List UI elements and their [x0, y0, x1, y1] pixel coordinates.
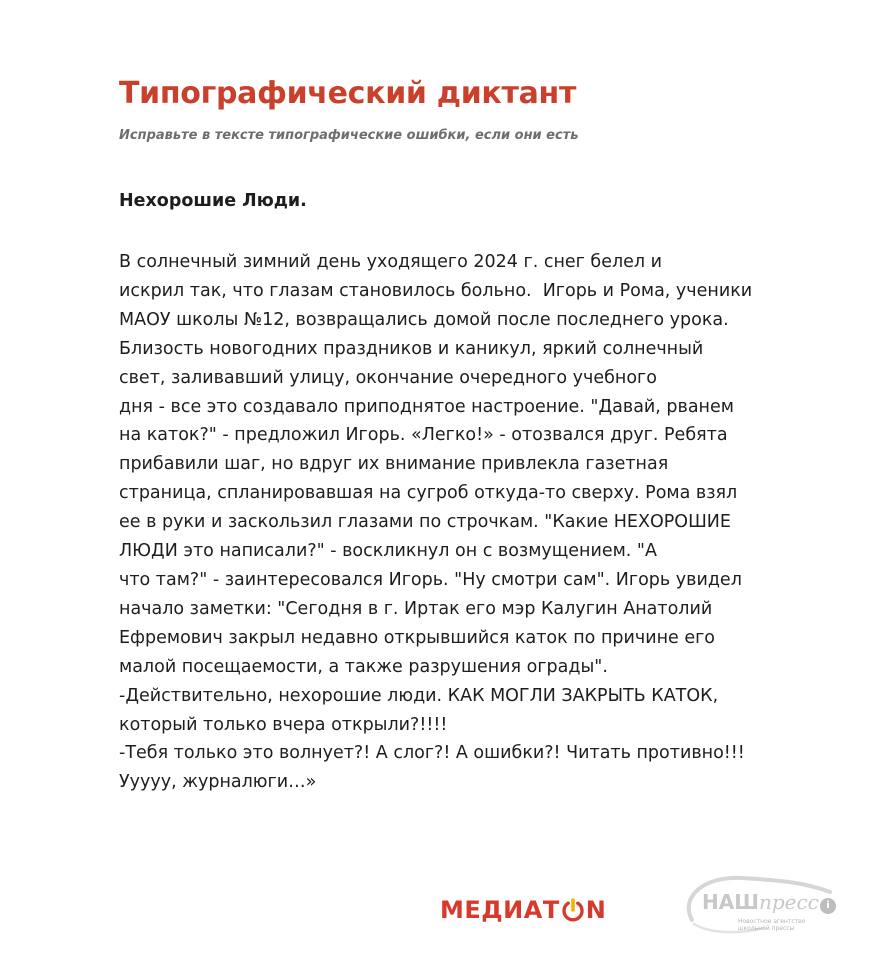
text-line: -Действительно, нехорошие люди. КАК МОГЛИ ЗАКРЫТЬ КАТОК,: [119, 685, 719, 706]
nashpress-wordmark: НАШпресс: [702, 890, 819, 914]
power-icon: [561, 898, 585, 922]
info-icon: i: [820, 898, 836, 914]
text-line: страница, спланировавшая на сугроб откуда-то сверху. Рома взял: [119, 483, 738, 504]
text-line: на каток?" - предложил Игорь. «Легко!» - отозвался друг. Ребята: [119, 425, 728, 446]
text-line: ЛЮДИ это написали?" - воскликнул он с возмущением. "А: [119, 541, 657, 562]
page-subtitle: Исправьте в тексте типографические ошибки, если они есть: [119, 128, 579, 143]
page-title: Типографический диктант: [119, 76, 577, 111]
text-line: искрил так, что глазам становилось больно. Игорь и Рома, ученики: [119, 280, 753, 301]
text-line: свет, заливавший улицу, окончание очередного учебного: [119, 367, 657, 388]
nashpress-logo: [680, 868, 842, 940]
mediaton-logo-text-end: N: [585, 896, 607, 924]
text-line: что там?" - заинтересовался Игорь. "Ну смотри сам". Игорь увидел: [119, 569, 742, 590]
text-line: ее в руки и заскользил глазами по строчкам. "Какие НЕХОРОШИЕ: [119, 512, 731, 533]
text-line: Близость новогодних праздников и каникул, яркий солнечный: [119, 338, 704, 359]
text-line: Ефремович закрыл недавно открывшийся каток по причине его: [119, 627, 716, 648]
text-line: малой посещаемости, а также разрушения ограды".: [119, 656, 608, 677]
dictation-text: [119, 248, 859, 797]
text-line: который только вчера открыли?!!!!: [119, 714, 448, 735]
text-line: Ууууу, журналюги…»: [119, 772, 317, 793]
text-line: МАОУ школы №12, возвращались домой после последнего урока.: [119, 309, 729, 330]
text-line: начало заметки: "Сегодня в г. Иртак его мэр Калугин Анатолий: [119, 598, 713, 619]
mediaton-logo: [440, 892, 606, 928]
text-heading: Нехорошие Люди.: [119, 191, 307, 211]
text-line: дня - все это создавало приподнятое настроение. "Давай, рванем: [119, 396, 734, 417]
text-line: В солнечный зимний день уходящего 2024 г. снег белел и: [119, 252, 663, 272]
text-line: -Тебя только это волнует?! А слог?! А ошибки?! Читать противно!!!: [119, 743, 745, 764]
mediaton-logo-text-start: МЕДИАТ: [440, 896, 560, 924]
nashpress-caption: Новостное агентство школьной прессы: [738, 918, 806, 932]
text-line: прибавили шаг, но вдруг их внимание привлекла газетная: [119, 454, 669, 475]
